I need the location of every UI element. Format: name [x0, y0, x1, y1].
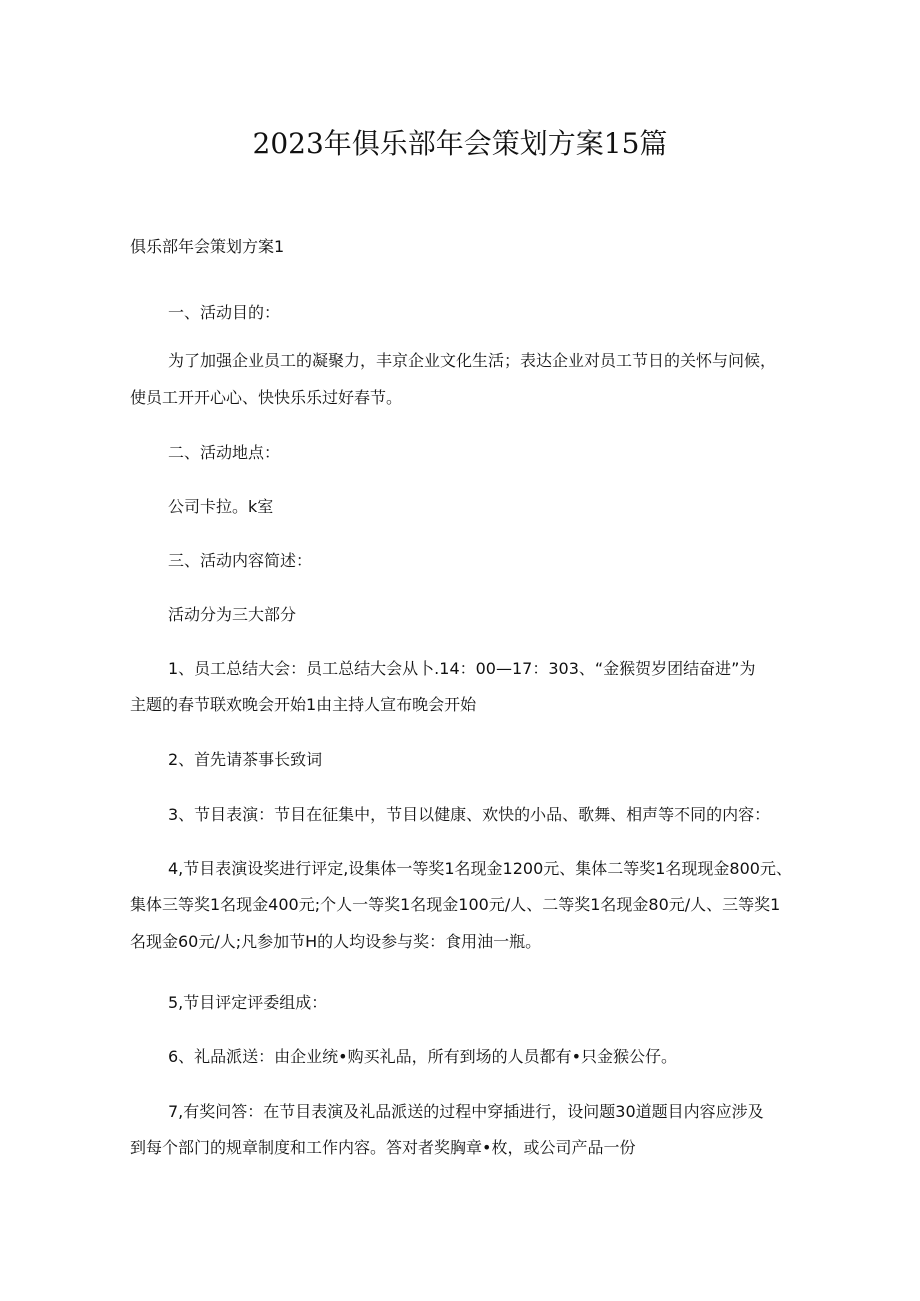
- paragraph-line: 为了加强企业员工的凝聚力，丰京企业文化生活；表达企业对员工节日的关怀与问候，: [168, 351, 777, 370]
- section-heading: 俱乐部年会策划方案1: [130, 237, 285, 256]
- list-item-2: 2、首先请茶事长致词: [168, 750, 323, 769]
- paragraph-content-intro: 活动分为三大部分: [168, 605, 297, 624]
- list-item-4-cont: [130, 886, 810, 960]
- list-item-line: 到每个部门的规章制度和工作内容。答对者奖胸章•枚，或公司产品一份: [130, 1138, 636, 1157]
- list-item-7: [168, 1093, 818, 1130]
- list-item-line: 1、员工总结大会：员工总结大会从卜.14：00—17：303、“金猴贺岁团结奋进”为: [168, 659, 756, 678]
- list-item-7-cont: [130, 1129, 810, 1166]
- document-title: 2023年俱乐部年会策划方案15篇: [252, 127, 668, 160]
- list-item-6: 6、礼品派送：由企业统•购买礼品，所有到场的人员都有•只金猴公仔。: [168, 1047, 678, 1066]
- list-item-1: [168, 650, 818, 687]
- heading-location: 二、活动地点：: [168, 443, 281, 462]
- list-item-5: 5,节目评定评委组成：: [168, 993, 328, 1012]
- paragraph-purpose: [168, 342, 818, 379]
- list-item-line: 7,有奖问答：在节目表演及礼品派送的过程中穿插进行，设问题30道题目内容应涉及: [168, 1102, 764, 1121]
- list-item-line: 集体三等奖1名现金400元;个人一等奖1名现金100元/人、二等奖1名现金80元/人、三等奖1: [130, 895, 781, 914]
- list-item-line: 主题的春节联欢晚会开始1由主持人宣布晚会开始: [130, 695, 477, 714]
- list-item-4: [168, 850, 818, 887]
- paragraph-purpose-cont: [130, 379, 810, 416]
- list-item-1-cont: [130, 686, 810, 723]
- heading-content: 三、活动内容简述：: [168, 551, 313, 570]
- list-item-3: 3、节目表演：节目在征集中，节目以健康、欢快的小品、歌舞、相声等不同的内容：: [168, 805, 771, 824]
- paragraph-location: 公司卡拉。k室: [168, 497, 274, 516]
- list-item-line: 名现金60元/人;凡参加节H的人均设参与奖：食用油一瓶。: [130, 932, 542, 951]
- paragraph-line: 使员工开开心心、快快乐乐过好春节。: [130, 388, 403, 407]
- list-item-line: 4,节目表演设奖进行评定,设集体一等奖1名现金1200元、集体二等奖1名现现金800元、: [168, 859, 792, 878]
- heading-purpose: 一、活动目的：: [168, 303, 281, 322]
